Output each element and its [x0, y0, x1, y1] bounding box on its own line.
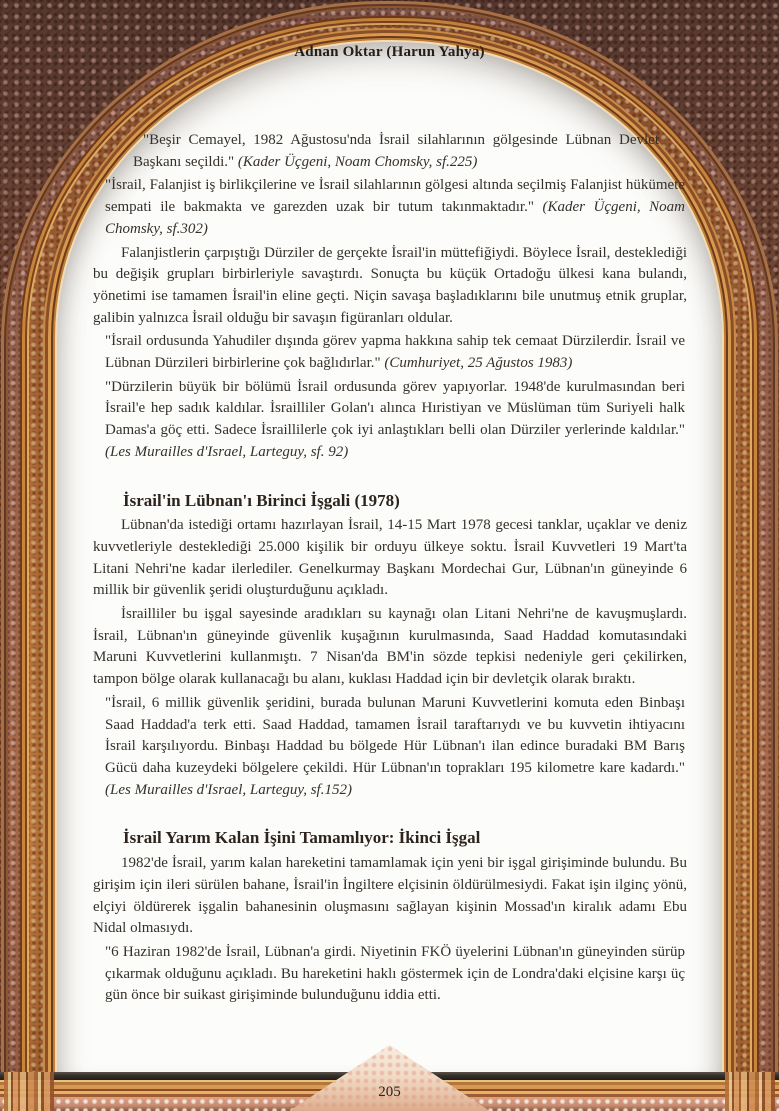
running-header: Adnan Oktar (Harun Yahya)	[294, 44, 485, 60]
quote-block: "6 Haziran 1982'de İsrail, Lübnan'a girdi. Niyetinin FKÖ üyelerini Lübnan'ın güneyinden sürüp çıkarmak olduğunu açıkladı. Bu hareketini haklı göstermek için de Londra'daki elçisine karşı üç gün önce bir suikast girişiminde bulunduğunu iddia etti.	[105, 943, 685, 1004]
bottom-ornament-band	[0, 1072, 779, 1111]
citation: (Kader Üçgeni, Noam Chomsky, sf.302)	[105, 199, 685, 237]
citation: (Les Murailles d'Israel, Larteguy, sf.152)	[105, 781, 352, 798]
text-column	[93, 130, 687, 1007]
page-number: 205	[378, 1084, 401, 1100]
body-paragraph: Lübnan'da istediği ortamı hazırlayan İsrail, 14-15 Mart 1978 gecesi tanklar, uçaklar ve deniz kuvvetleriyle desteklediği 25.000 kişilik bir orduyu ülkeye soktu. İsrail Kuvvetleri 19 Mart'ta Litani Nehri'ne kadar ilerlediler. Genelkurmay Başkanı Mordechai Gur, Lübnan'ın güneyinde 6 millik bir güvenlik şeridi oluşturduğunu açıkladı.	[93, 517, 687, 599]
section-heading: İsrail'in Lübnan'ı Birinci İşgali (1978)	[123, 490, 400, 510]
quote-block: "İsrail ordusunda Yahudiler dışında görev yapma hakkına sahip tek cemaat Dürzilerdir. İsrail ve Lübnan Dürzileri birbirlerine çok bağlıdırlar." (Cumhuriyet, 25 Ağustos 1983)	[105, 333, 685, 372]
body-paragraph: Falanjistlerin çarpıştığı Dürziler de gerçekte İsrail'in müttefiğiydi. Böylece İsrail, desteklediği bu değişik grupları birbirleriyle savaştırdı. Sonuçta bu küçük Ortadoğu ülkesi kana bulandı, yönetimi ise tamamen İsrail'in eline geçti. Niçin savaşa başladıklarını bile unutmuş etnik gruplar, galibin yalnızca İsrail olduğu bir savaşın figüranları oldular.	[93, 244, 687, 326]
body-paragraph: 1982'de İsrail, yarım kalan hareketini tamamlamak için yeni bir işgal girişiminde bulundu. Bu girişim için ileri sürülen bahane, İsrail'in İngiltere elçisinin öldürülmesiydi. Fakat işin ilginç yönü, elçiyi öldürerek işgalin bahanesinin oluşmasını sağlayan kişinin Mossad'ın kiralık adamı Ebu Nidal olmasıydı.	[93, 855, 687, 937]
quote-block: "Dürzilerin büyük bir bölümü İsrail ordusunda görev yapıyorlar. 1948'de kurulmasından beri İsrail'e hep sadık kaldılar. İsrailliler Golan'ı alınca Hıristiyan ve Müslüman tüm Suriyeli halk Damas'a göç etti. Sadece İsraillilerle çok iyi anlaştıkları belli olan Dürziler yerlerinde kaldılar." (Les Murailles d'Israel, Larteguy, sf. 92)	[105, 378, 685, 460]
quote-block: "İsrail, 6 millik güvenlik şeridini, burada bulunan Maruni Kuvvetlerini komuta eden Binbaşı Saad Haddad'a terk etti. Saad Haddad, tamamen İsrail taraftarıydı ve bu kuvvetin ihtiyacını İsrail karşılıyordu. Binbaşı Haddad bu bölgede Hür Lübnan'ı ilan edince buradaki BM Barış Gücü daha kuzeydeki bölgelere çekildi. Hür Lübnan'ın toprakları 195 kilometre kare kadardı." (Les Murailles d'Israel, Larteguy, sf.152)	[105, 694, 685, 798]
page-arch-paper	[57, 42, 722, 1080]
citation: (Cumhuriyet, 25 Ağustos 1983)	[384, 355, 573, 372]
quote-block: "İsrail, Falanjist iş birlikçilerine ve İsrail silahlarının gölgesi altında seçilmiş Falanjist hükümete sempati ile bakmakta ve garezden uzak bir tutum takınmaktadır." (Kader Üçgeni, Noam Chomsky, sf.302)	[105, 177, 685, 237]
section-heading: İsrail Yarım Kalan İşini Tamamlıyor: İkinci İşgal	[123, 828, 481, 848]
citation: (Les Murailles d'Israel, Larteguy, sf. 92)	[105, 443, 349, 460]
citation: (Kader Üçgeni, Noam Chomsky, sf.225)	[237, 153, 478, 170]
body-paragraph: İsrailliler bu işgal sayesinde aradıkları su kaynağı olan Litani Nehri'ne de kavuşmuşlardı. İsrail, Lübnan'ın güneyinde güvenlik kuşağının kurulmasında, Saad Haddad komutasındaki Maruni Kuvvetlerini kullanmıştı. 7 Nisan'da BM'in sözde tepkisi nedeniyle geri çekilirken, tampon bölge olarak kullanacağı bu alanı, kuklası Haddad için bir devletçik olarak bıraktı.	[93, 606, 687, 688]
quote-block: "Beşir Cemayel, 1982 Ağustosu'nda İsrail silahlarının gölgesinde Lübnan Devlet Başkanı seçildi." (Kader Üçgeni, Noam Chomsky, sf.225)	[133, 132, 659, 170]
